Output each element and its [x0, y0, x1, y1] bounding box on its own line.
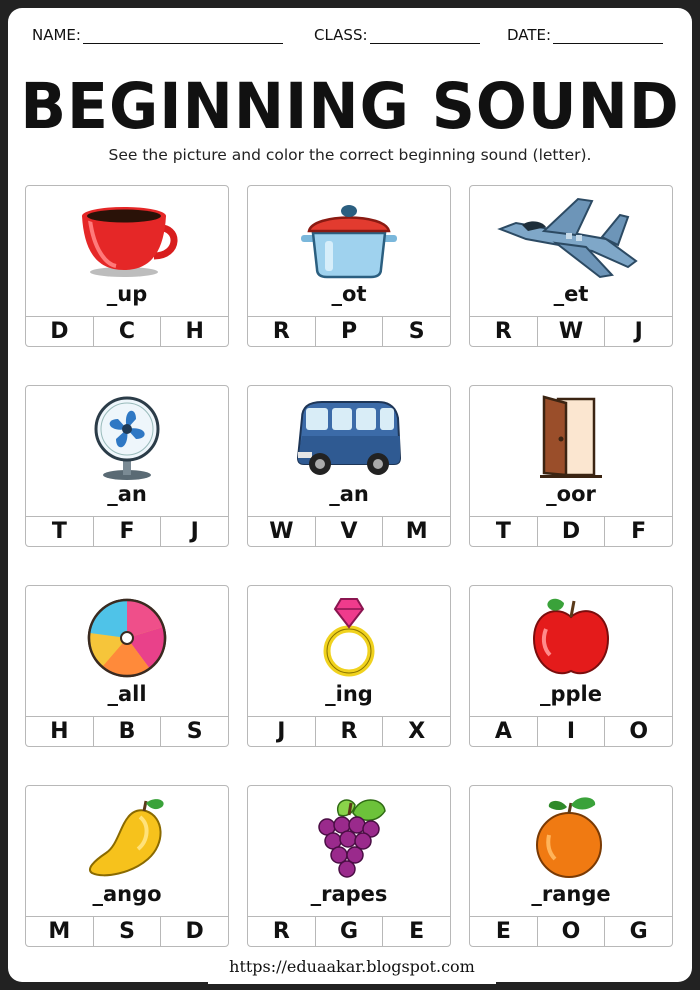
letter-option[interactable]: G [315, 917, 383, 947]
ring-icon [248, 592, 450, 684]
letter-option[interactable]: M [48, 919, 71, 944]
letter-option[interactable]: J [160, 517, 228, 547]
name-blank-line[interactable] [83, 29, 283, 44]
letter-options [248, 716, 450, 747]
letter-options [26, 716, 228, 747]
letter-option[interactable]: R [315, 717, 383, 747]
letter-option[interactable]: R [272, 919, 290, 944]
word-prompt: _up [106, 282, 148, 306]
date-field[interactable] [507, 26, 663, 44]
letter-option[interactable]: J [277, 719, 286, 744]
card-apple [469, 585, 673, 747]
letter-option[interactable]: W [537, 317, 605, 347]
pot-icon [248, 192, 450, 284]
letter-option[interactable]: T [495, 519, 511, 544]
letter-option[interactable]: A [494, 719, 512, 744]
letter-options [470, 916, 672, 947]
word-prompt: _ango [92, 882, 162, 906]
word-prompt: _ing [325, 682, 373, 706]
letter-option[interactable]: S [160, 717, 228, 747]
card-pot [247, 185, 451, 347]
letter-option[interactable]: S [382, 317, 450, 347]
letter-option[interactable]: S [93, 917, 161, 947]
letter-options [248, 916, 450, 947]
letter-options [470, 716, 672, 747]
letter-option[interactable]: O [604, 717, 672, 747]
date-label: DATE: [507, 26, 552, 44]
letter-option[interactable]: D [160, 917, 228, 947]
letter-option[interactable]: E [382, 917, 450, 947]
card-ring [247, 585, 451, 747]
card-orange [469, 785, 673, 947]
card-ball [25, 585, 229, 747]
van-icon [248, 392, 450, 484]
word-prompt: _ot [331, 282, 367, 306]
jet-icon [470, 192, 672, 284]
word-prompt: _oor [546, 482, 596, 506]
word-prompt: _et [553, 282, 589, 306]
letter-option[interactable]: I [537, 717, 605, 747]
word-prompt: _an [107, 482, 147, 506]
card-jet [469, 185, 673, 347]
class-field[interactable] [314, 26, 480, 44]
instructions: See the picture and color the correct beginning sound (letter). [108, 146, 592, 164]
orange-icon [470, 792, 672, 884]
door-icon [470, 392, 672, 484]
letter-option[interactable]: G [604, 917, 672, 947]
letter-option[interactable]: C [93, 317, 161, 347]
letter-option[interactable]: R [272, 319, 290, 344]
card-grapes [247, 785, 451, 947]
letter-option[interactable]: H [160, 317, 228, 347]
word-prompt: _an [329, 482, 369, 506]
word-prompt: _range [531, 882, 611, 906]
card-mango [25, 785, 229, 947]
cup-icon [26, 192, 228, 284]
fan-icon [26, 392, 228, 484]
letter-option[interactable]: P [315, 317, 383, 347]
letter-option[interactable]: O [537, 917, 605, 947]
name-label: NAME: [32, 26, 81, 44]
header [8, 26, 692, 48]
letter-options [470, 516, 672, 547]
date-blank-line[interactable] [553, 29, 663, 44]
class-blank-line[interactable] [370, 29, 480, 44]
letter-option[interactable]: W [269, 519, 294, 544]
word-prompt: _pple [539, 682, 602, 706]
letter-option[interactable]: B [93, 717, 161, 747]
letter-options [470, 316, 672, 347]
word-prompt: _all [107, 682, 147, 706]
letter-options [26, 516, 228, 547]
letter-options [26, 316, 228, 347]
class-label: CLASS: [314, 26, 368, 44]
letter-option[interactable]: D [50, 319, 69, 344]
page-title: BEGINNING SOUND [20, 70, 680, 144]
ball-icon [26, 592, 228, 684]
letter-option[interactable]: X [382, 717, 450, 747]
name-field[interactable] [32, 26, 283, 44]
letter-options [26, 916, 228, 947]
letter-option[interactable]: E [495, 919, 511, 944]
letter-option[interactable]: M [382, 517, 450, 547]
card-cup [25, 185, 229, 347]
letter-option[interactable]: F [93, 517, 161, 547]
card-door [469, 385, 673, 547]
card-van [247, 385, 451, 547]
letter-option[interactable]: J [604, 317, 672, 347]
apple-icon [470, 592, 672, 684]
mango-icon [26, 792, 228, 884]
letter-option[interactable]: R [494, 319, 512, 344]
letter-option[interactable]: F [604, 517, 672, 547]
letter-option[interactable]: D [537, 517, 605, 547]
worksheet-page [8, 8, 692, 982]
card-fan [25, 385, 229, 547]
word-prompt: _rapes [310, 882, 388, 906]
letter-options [248, 516, 450, 547]
letter-option[interactable]: T [51, 519, 67, 544]
letter-option[interactable]: V [315, 517, 383, 547]
letter-option[interactable]: H [50, 719, 69, 744]
grapes-icon [248, 792, 450, 884]
source-url[interactable]: https://eduaakar.blogspot.com [208, 954, 496, 984]
letter-options [248, 316, 450, 347]
